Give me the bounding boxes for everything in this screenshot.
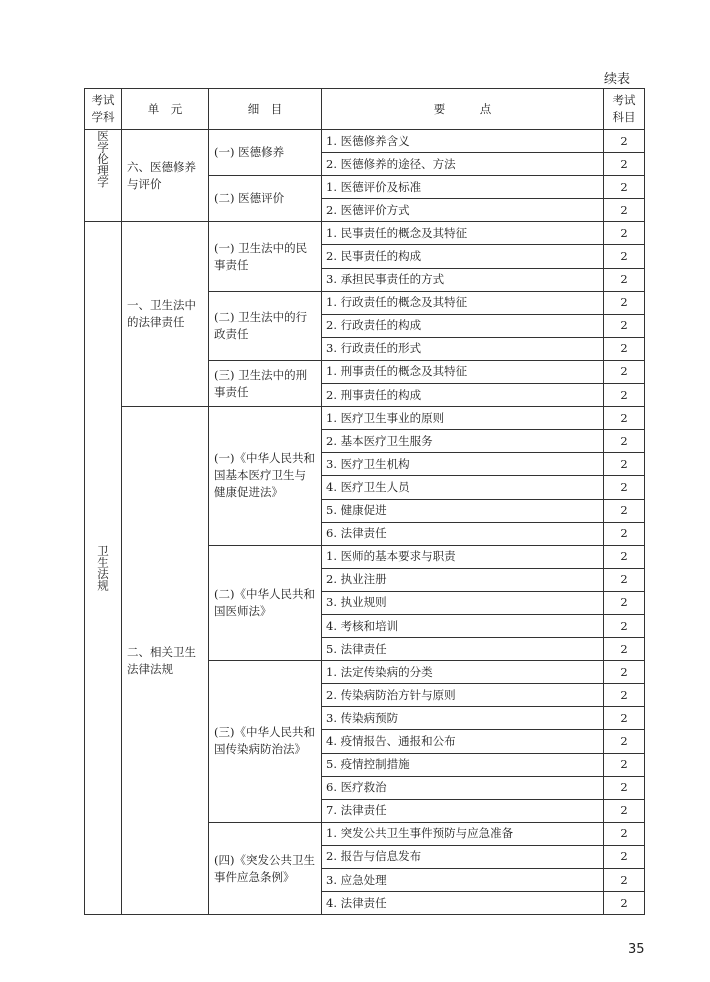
item-name: (一) 卫生法中的民事责任 <box>209 222 322 291</box>
point-level: 2 <box>604 430 645 453</box>
table-row <box>85 130 645 153</box>
subject-name: 卫生法规 <box>96 545 110 592</box>
point-level: 2 <box>604 384 645 407</box>
point-level: 2 <box>604 753 645 776</box>
item-name: (四)《突发公共卫生事件应急条例》 <box>209 822 322 914</box>
subject-cell <box>85 222 122 915</box>
unit-name: 一、卫生法中的法律责任 <box>122 222 209 407</box>
point-text: 2. 传染病防治方针与原则 <box>322 684 604 707</box>
table-row <box>85 407 645 430</box>
point-text: 2. 医德评价方式 <box>322 199 604 222</box>
point-text: 4. 医疗卫生人员 <box>322 476 604 499</box>
point-level: 2 <box>604 153 645 176</box>
point-level: 2 <box>604 661 645 684</box>
point-level: 2 <box>604 337 645 360</box>
point-level: 2 <box>604 799 645 822</box>
point-text: 2. 报告与信息发布 <box>322 845 604 868</box>
point-text: 4. 法律责任 <box>322 892 604 915</box>
item-name: (三) 卫生法中的刑事责任 <box>209 360 322 406</box>
header-unit: 单 元 <box>122 89 209 130</box>
header-level: 考试科目 <box>604 89 645 130</box>
point-text: 1. 医疗卫生事业的原则 <box>322 407 604 430</box>
point-level: 2 <box>604 291 645 314</box>
point-level: 2 <box>604 638 645 661</box>
point-level: 2 <box>604 845 645 868</box>
point-level: 2 <box>604 176 645 199</box>
point-text: 2. 民事责任的构成 <box>322 245 604 268</box>
point-level: 2 <box>604 707 645 730</box>
point-text: 2. 行政责任的构成 <box>322 314 604 337</box>
syllabus-table <box>84 88 645 915</box>
point-level: 2 <box>604 568 645 591</box>
point-text: 2. 医德修养的途径、方法 <box>322 153 604 176</box>
unit-name: 二、相关卫生法律法规 <box>122 407 209 915</box>
point-text: 1. 医师的基本要求与职责 <box>322 545 604 568</box>
point-level: 2 <box>604 130 645 153</box>
point-level: 2 <box>604 245 645 268</box>
point-text: 4. 疫情报告、通报和公布 <box>322 730 604 753</box>
point-text: 2. 执业注册 <box>322 568 604 591</box>
table-body <box>85 130 645 915</box>
header-subject: 考试学科 <box>85 89 122 130</box>
point-level: 2 <box>604 476 645 499</box>
point-text: 1. 民事责任的概念及其特征 <box>322 222 604 245</box>
point-text: 1. 行政责任的概念及其特征 <box>322 291 604 314</box>
point-text: 3. 传染病预防 <box>322 707 604 730</box>
header-points: 要 点 <box>322 89 604 130</box>
point-level: 2 <box>604 199 645 222</box>
point-text: 1. 医德评价及标准 <box>322 176 604 199</box>
point-level: 2 <box>604 453 645 476</box>
point-text: 5. 健康促进 <box>322 499 604 522</box>
point-text: 6. 医疗救治 <box>322 776 604 799</box>
point-level: 2 <box>604 499 645 522</box>
point-text: 3. 行政责任的形式 <box>322 337 604 360</box>
point-text: 3. 承担民事责任的方式 <box>322 268 604 291</box>
item-name: (三)《中华人民共和国传染病防治法》 <box>209 661 322 823</box>
point-level: 2 <box>604 684 645 707</box>
point-text: 3. 执业规则 <box>322 591 604 614</box>
header-item: 细 目 <box>209 89 322 130</box>
point-level: 2 <box>604 314 645 337</box>
point-level: 2 <box>604 545 645 568</box>
point-text: 1. 法定传染病的分类 <box>322 661 604 684</box>
item-name: (二) 卫生法中的行政责任 <box>209 291 322 360</box>
point-text: 3. 医疗卫生机构 <box>322 453 604 476</box>
point-text: 4. 考核和培训 <box>322 614 604 637</box>
point-text: 1. 突发公共卫生事件预防与应急准备 <box>322 822 604 845</box>
point-level: 2 <box>604 268 645 291</box>
unit-name: 六、医德修养与评价 <box>122 130 209 222</box>
point-text: 7. 法律责任 <box>322 799 604 822</box>
point-level: 2 <box>604 822 645 845</box>
point-level: 2 <box>604 522 645 545</box>
point-level: 2 <box>604 614 645 637</box>
page-number: 35 <box>628 942 645 957</box>
point-text: 2. 刑事责任的构成 <box>322 384 604 407</box>
point-level: 2 <box>604 776 645 799</box>
point-level: 2 <box>604 730 645 753</box>
point-level: 2 <box>604 869 645 892</box>
point-text: 6. 法律责任 <box>322 522 604 545</box>
table-header-row <box>85 89 645 130</box>
point-text: 2. 基本医疗卫生服务 <box>322 430 604 453</box>
point-text: 1. 刑事责任的概念及其特征 <box>322 360 604 383</box>
continued-label: 续表 <box>603 72 630 87</box>
point-level: 2 <box>604 222 645 245</box>
point-text: 5. 法律责任 <box>322 638 604 661</box>
point-level: 2 <box>604 892 645 915</box>
point-level: 2 <box>604 360 645 383</box>
subject-cell <box>85 130 122 222</box>
item-name: (二)《中华人民共和国医师法》 <box>209 545 322 660</box>
point-text: 3. 应急处理 <box>322 869 604 892</box>
item-name: (一) 医德修养 <box>209 130 322 176</box>
point-level: 2 <box>604 407 645 430</box>
point-level: 2 <box>604 591 645 614</box>
item-name: (二) 医德评价 <box>209 176 322 222</box>
subject-name: 医学伦理学 <box>96 130 110 188</box>
table-row <box>85 222 645 245</box>
point-text: 5. 疫情控制措施 <box>322 753 604 776</box>
item-name: (一)《中华人民共和国基本医疗卫生与健康促进法》 <box>209 407 322 546</box>
point-text: 1. 医德修养含义 <box>322 130 604 153</box>
